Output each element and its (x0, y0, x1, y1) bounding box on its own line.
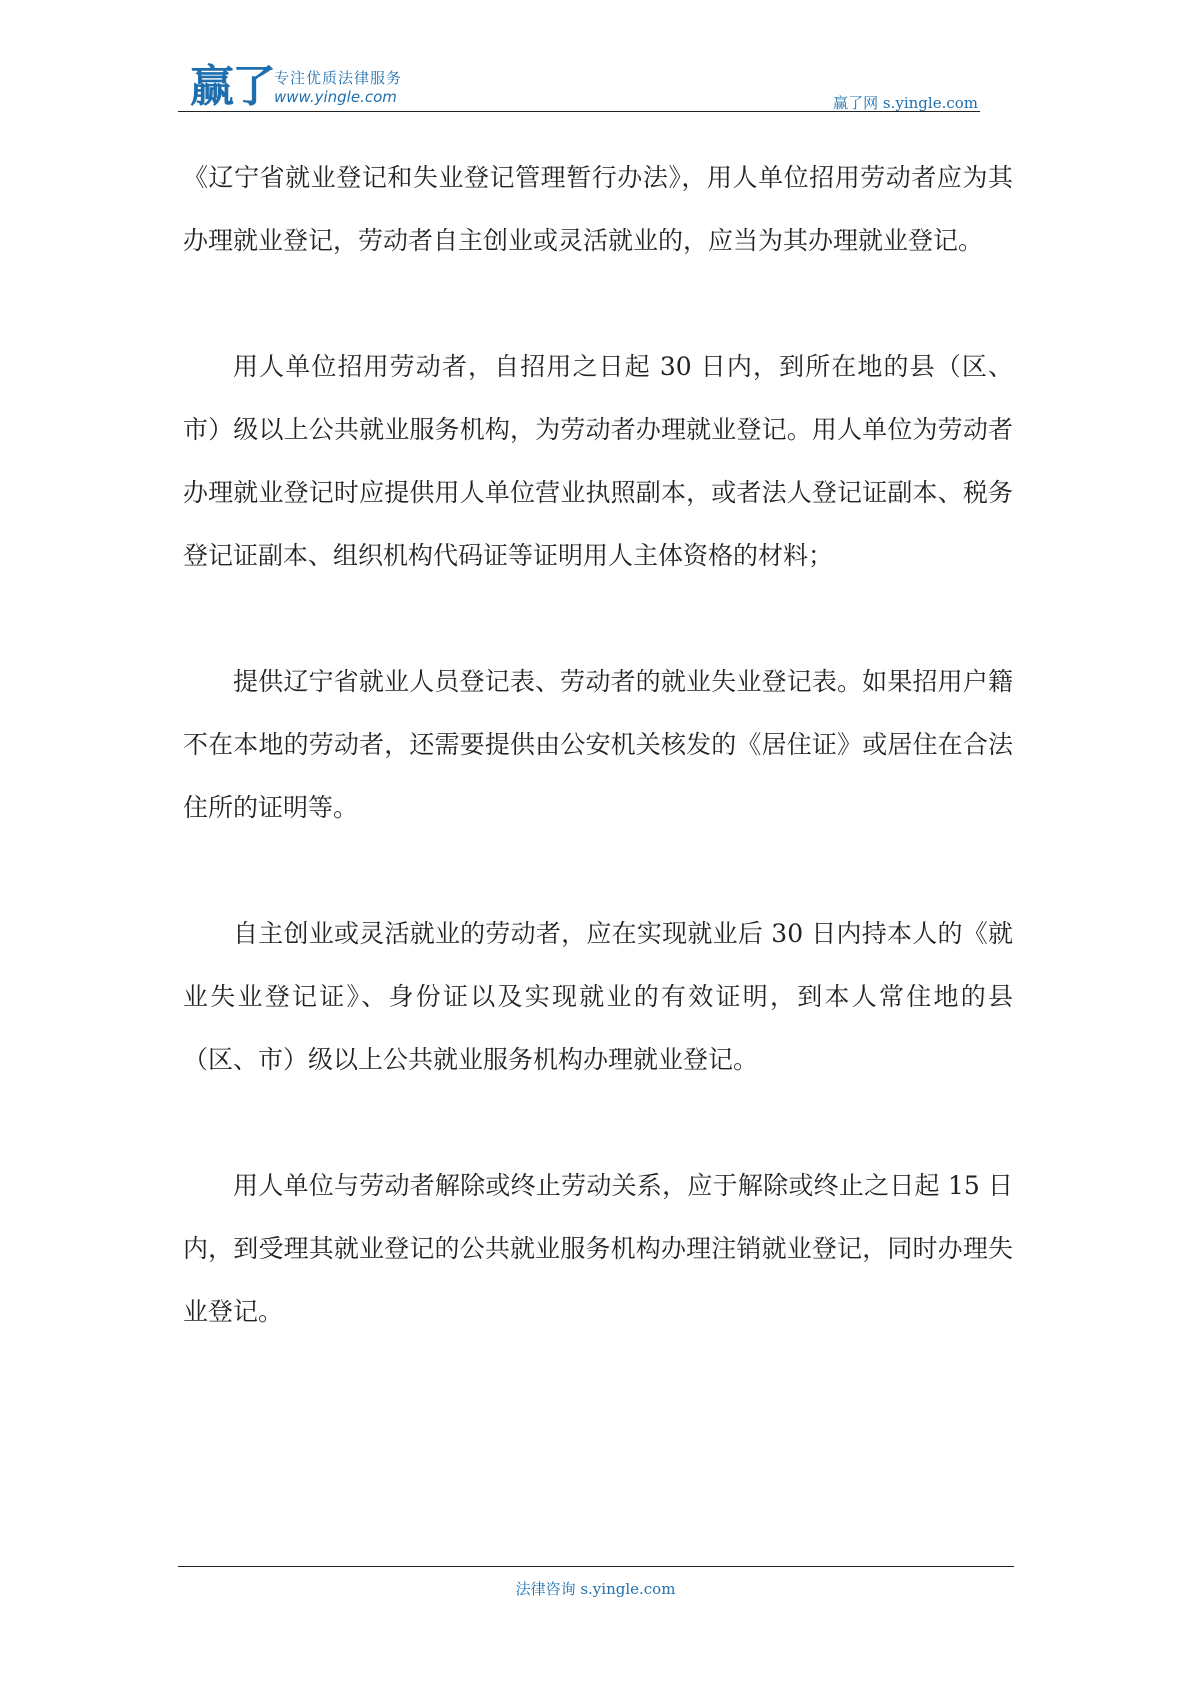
paragraph-gap (183, 272, 1013, 335)
paragraph-gap (183, 839, 1013, 902)
header-site-link[interactable]: 赢了网 s.yingle.com (833, 94, 978, 112)
footer-link[interactable]: 法律咨询 s.yingle.com (515, 1580, 676, 1598)
paragraph-4: 自主创业或灵活就业的劳动者，应在实现就业后 30 日内持本人的《就业失业登记证》、身份证以及实现就业的有效证明，到本人常住地的县（区、市）级以上公共就业服务机构办理就业登记。 (183, 919, 1013, 1074)
footer-divider (178, 1566, 1014, 1567)
logo-slogan: 专注优质法律服务 (274, 69, 403, 87)
document-body (183, 146, 1013, 1343)
paragraph-3: 提供辽宁省就业人员登记表、劳动者的就业失业登记表。如果招用户籍不在本地的劳动者，还需要提供由公安机关核发的《居住证》或居住在合法住所的证明等。 (183, 667, 1013, 822)
logo-mark: 赢了 (190, 61, 274, 112)
paragraph-gap (183, 1091, 1013, 1154)
paragraph-5: 用人单位与劳动者解除或终止劳动关系，应于解除或终止之日起 15 日内，到受理其就业登记的公共就业服务机构办理注销就业登记，同时办理失业登记。 (183, 1171, 1013, 1326)
header-divider (178, 111, 980, 112)
paragraph-gap (183, 587, 1013, 650)
logo-url: www.yingle.com (274, 88, 397, 106)
paragraph-1: 《辽宁省就业登记和失业登记管理暂行办法》，用人单位招用劳动者应为其办理就业登记，劳动者自主创业或灵活就业的，应当为其办理就业登记。 (183, 163, 1013, 255)
page-header (178, 62, 1028, 112)
paragraph-2: 用人单位招用劳动者，自招用之日起 30 日内，到所在地的县（区、市）级以上公共就业服务机构，为劳动者办理就业登记。用人单位为劳动者办理就业登记时应提供用人单位营业执照副本，或者法人登记证副本、税务登记证副本、组织机构代码证等证明用人主体资格的材料； (183, 352, 1013, 570)
